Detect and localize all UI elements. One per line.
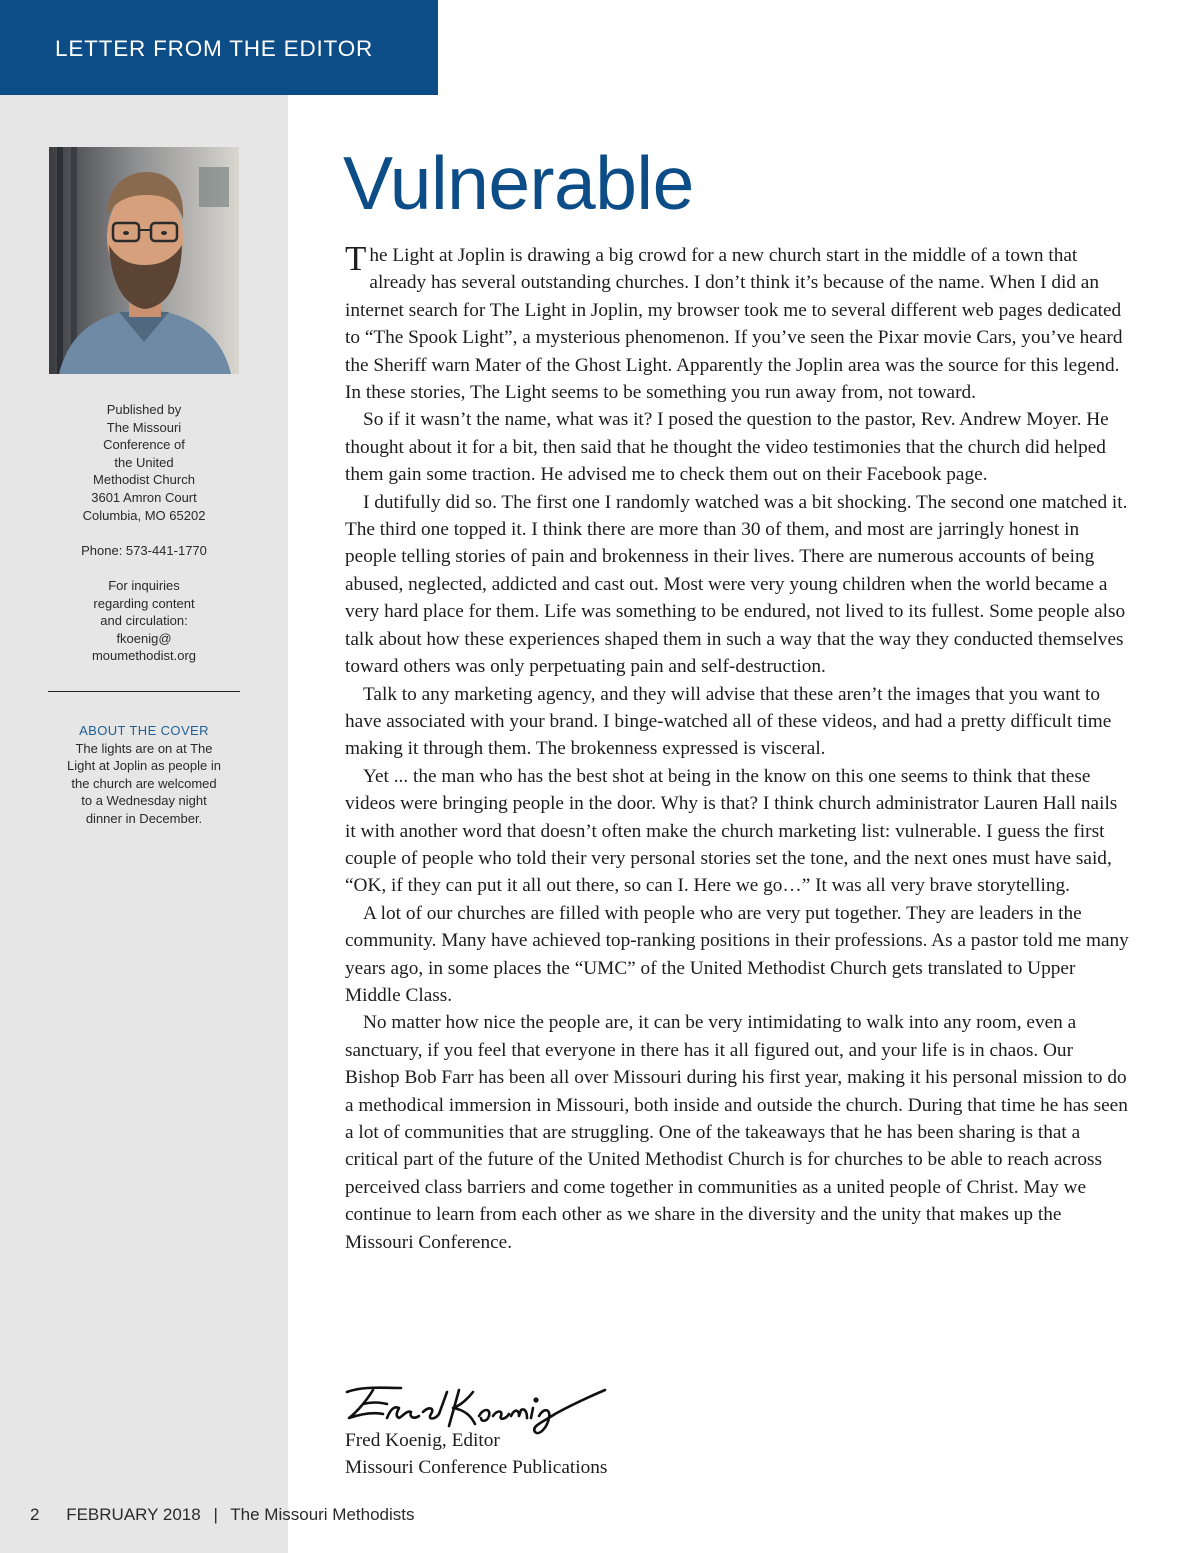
about-cover-line: The lights are on at The xyxy=(75,740,213,756)
article-body xyxy=(345,239,1130,1256)
about-cover-line: the church are welcomed xyxy=(71,775,217,791)
publisher-info xyxy=(49,401,239,683)
section-header xyxy=(0,0,438,95)
signoff-organization: Missouri Conference Publications xyxy=(345,1457,608,1478)
drop-cap: T xyxy=(345,239,367,278)
publisher-line: Published by xyxy=(106,402,182,417)
article-title: Vulnerable xyxy=(343,141,694,225)
article-paragraph: Talk to any marketing agency, and they will advise that these aren’t the images that you want to have associated with your brand. I binge-watched all of these videos, and had a pretty difficult time making it through them. The brokenness expressed is visceral. xyxy=(345,683,1112,760)
article-paragraph: I dutifully did so. The first one I randomly watched was a bit shocking. The second one matched it. The third one topped it. I think there are more than 30 of them, and most are jarringly honest in people telling stories of pain and brokenness in their lives. There are numerous accounts of being abused, neglected, addicted and cast out. Most were very young children when the world became a very hard place for them. Life was something to be endured, not lived to its fullest. Some people also talk about how these experiences shaped them in such a way that the way they conducted themselves toward others was only perpetuating pain and self-destruction. xyxy=(345,491,1128,678)
publisher-line: Columbia, MO 65202 xyxy=(82,507,206,523)
page-footer xyxy=(30,1505,415,1525)
page-number: 2 xyxy=(30,1505,40,1524)
publisher-address xyxy=(49,401,239,524)
inquiries-line: regarding content xyxy=(93,595,195,611)
article-paragraph: No matter how nice the people are, it can be very intimidating to walk into any room, even a sanctuary, if you feel that everyone in there has it all figured out, and your life is in chaos. Our Bishop Bob Farr has been all over Missouri during his first year, making it his personal mission to do a methodical immersion in Missouri, both inside and outside the church. During that time he has seen a lot of communities that are struggling. One of the takeaways that he has been sharing is that a critical part of the future of the United Methodist Church is for churches to be able to reach across perceived class barriers and come together in communities as a united people of Christ. May we continue to learn from each other as we share in the diversity and the unity that makes up the Missouri Conference. xyxy=(345,1012,1128,1253)
publication-name: The Missouri Methodists xyxy=(230,1505,415,1524)
issue-date: FEBRUARY 2018 xyxy=(66,1505,201,1524)
about-cover xyxy=(49,722,239,828)
about-cover-line: dinner in December. xyxy=(85,810,203,826)
section-label: LETTER FROM THE EDITOR xyxy=(55,35,374,61)
publisher-line: 3601 Amron Court xyxy=(91,489,197,505)
inquiries-email: moumethodist.org xyxy=(91,648,197,664)
about-cover-line: Light at Joplin as people in xyxy=(67,758,221,774)
inquiries-line: For inquiries xyxy=(108,577,180,593)
inquiries-line: and circulation: xyxy=(100,613,188,629)
publisher-line: Conference of xyxy=(103,437,185,453)
article-paragraph xyxy=(345,239,1130,406)
publisher-line: The Missouri xyxy=(106,419,182,435)
about-cover-title: ABOUT THE COVER xyxy=(79,723,209,738)
signoff-name: Fred Koenig, Editor xyxy=(345,1430,500,1451)
publisher-line: the United xyxy=(114,454,174,470)
inquiries-info xyxy=(49,577,239,665)
footer-separator: | xyxy=(213,1505,218,1524)
publisher-line: Methodist Church xyxy=(93,472,195,488)
editor-photo xyxy=(49,147,239,374)
sidebar-divider xyxy=(48,691,240,692)
publisher-phone: Phone: 573-441-1770 xyxy=(81,542,207,558)
article-paragraph: So if it wasn’t the name, what was it? I posed the question to the pastor, Rev. Andrew Moyer. He thought about it for a bit, then said that he thought the video testimonies that the church did helped them gain some traction. He advised me to check them out on their Facebook page. xyxy=(345,409,1109,486)
inquiries-email: fkoenig@ xyxy=(116,630,172,646)
paragraph-text: he Light at Joplin is drawing a big crowd for a new church start in the middle of a town that already has several outstanding churches. I don’t think it’s because of the name. When I did an internet search for The Light in Joplin, my browser took me to several different web pages dedicated to “The Spook Light”, a mysterious phenomenon. If you’ve seen the Pixar movie Cars, you’ve heard the Sheriff warn Mater of the Ghost Light. Apparently the Joplin area was the source for this legend. In these stories, The Light seems to be something you run away from, not toward. xyxy=(345,245,1123,404)
about-cover-line: to a Wednesday night xyxy=(81,793,207,809)
article-paragraph: Yet ... the man who has the best shot at being in the know on this one seems to think that these videos were bringing people in the door. Why is that? I think church administrator Lauren Hall nails it with another word that doesn’t often make the church marketing list: vulnerable. I guess the first couple of people who told their very personal stories set the tone, and the next ones must have said, “OK, if they can put it all out there, so can I. Here we go…” It was all very brave storytelling. xyxy=(345,765,1118,897)
article-paragraph: A lot of our churches are filled with people who are very put together. They are leaders in the community. Many have achieved top-ranking positions in their professions. As a pastor told me many years ago, in some places the “UMC” of the United Methodist Church gets translated to Upper Middle Class. xyxy=(345,902,1129,1006)
